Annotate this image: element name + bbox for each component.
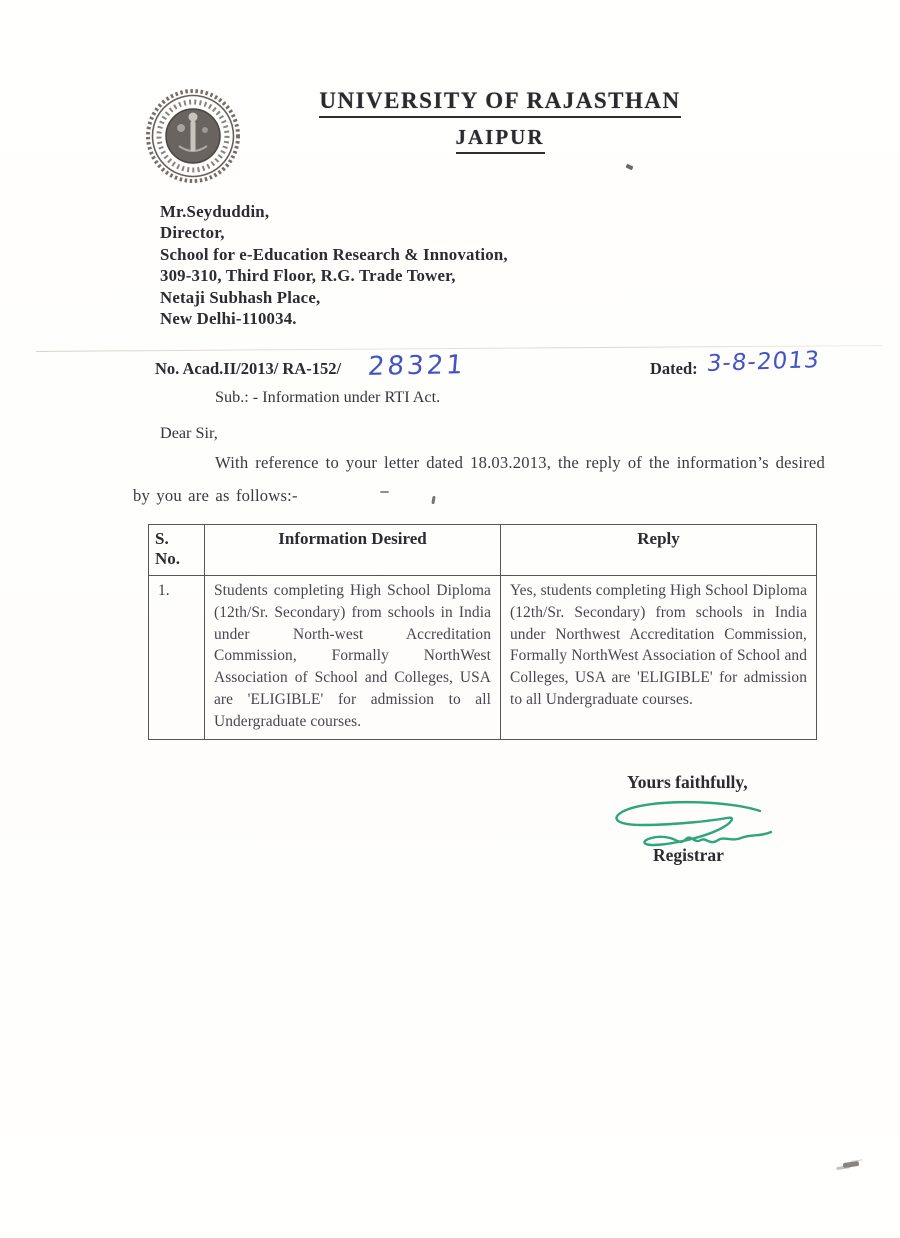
university-name: UNIVERSITY OF RAJASTHAN (319, 88, 680, 118)
rti-reply-table (148, 524, 817, 740)
university-city: JAIPUR (456, 125, 545, 154)
recipient-name: Mr.Seyduddin, (160, 202, 270, 221)
salutation: Dear Sir, (160, 424, 218, 442)
date-label: Dated: (650, 359, 698, 378)
ink-speck-artifact (625, 164, 633, 171)
cell-sno: 1. (149, 576, 205, 740)
recipient-organization: School for e-Education Research & Innovation, (160, 244, 508, 264)
reference-number-label: No. Acad.II/2013/ RA-152/ (155, 359, 342, 378)
recipient-locality: Netaji Subhash Place, (160, 287, 321, 307)
recipient-street: 309-310, Third Floor, R.G. Trade Tower, (160, 266, 456, 286)
letterhead (250, 88, 750, 154)
university-seal-icon (143, 86, 243, 186)
cell-information-desired: Students completing High School Diploma (12th/Sr. Secondary) from schools in India under North-west Accreditation Commission, Formally NorthWest Association of School and Colleges, USA are 'ELIGIBLE' for admission to all Undergraduate courses. (205, 576, 501, 740)
table-header-row (149, 525, 817, 576)
recipient-city-pin: New Delhi-110034. (160, 309, 297, 329)
reference-number-handwritten: 28321 (366, 350, 468, 382)
reference-row (0, 347, 900, 391)
body-paragraph: With reference to your letter dated 18.03.2013, the reply of the information’s desired by you are as follows:- (133, 453, 825, 505)
ink-smudge-artifact (843, 1161, 860, 1168)
cell-reply: Yes, students completing High School Diploma (12th/Sr. Secondary) from schools in India under Northwest Accreditation Commission, Formally NorthWest Association of School and Colleges, USA are 'ELIGIBLE' for admission to all Undergraduate courses. (501, 576, 817, 740)
valediction: Yours faithfully, (627, 772, 748, 792)
recipient-address (160, 201, 508, 329)
date-handwritten: 3-8-2013 (705, 347, 822, 377)
column-header-information: Information Desired (205, 525, 501, 576)
column-header-reply: Reply (501, 525, 817, 576)
ink-dash-artifact (380, 491, 389, 493)
subject-line: Sub.: - Information under RTI Act. (215, 388, 441, 406)
table-row (149, 576, 817, 740)
column-header-sno: S. No. (149, 525, 205, 576)
signatory-title: Registrar (653, 845, 724, 865)
recipient-title: Director, (160, 223, 225, 243)
